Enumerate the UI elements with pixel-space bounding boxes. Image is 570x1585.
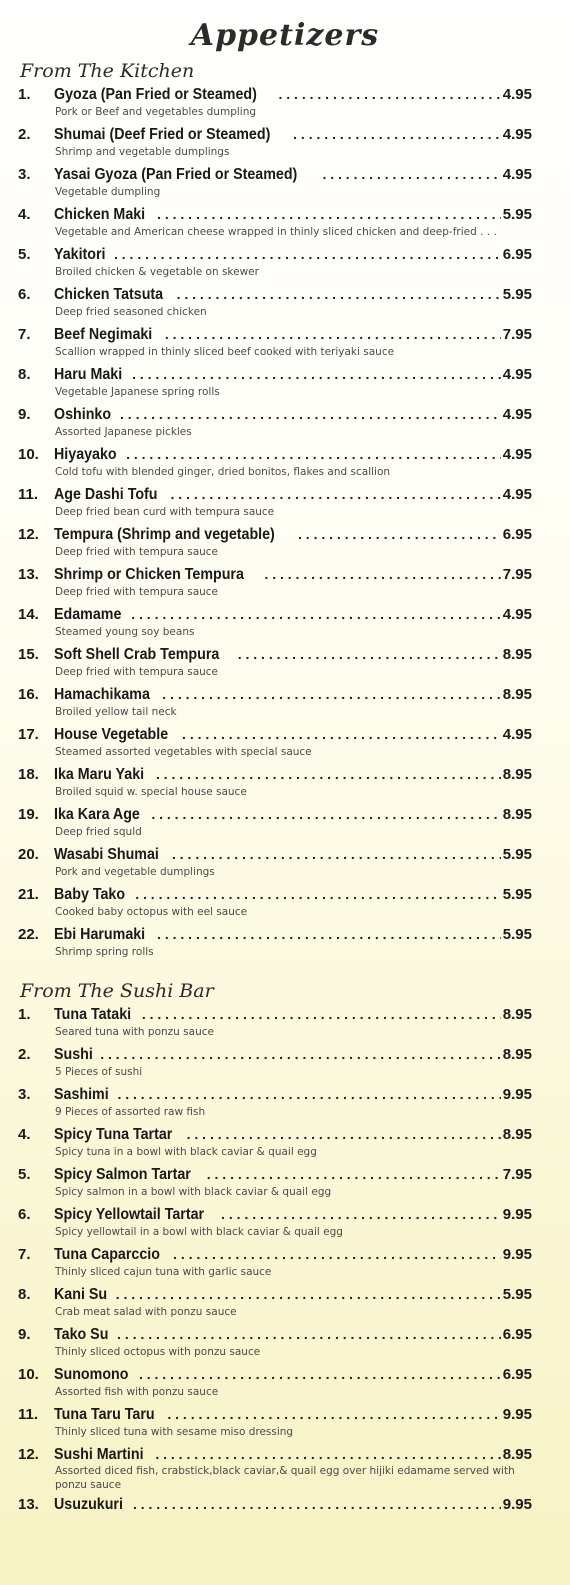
dot-leader: [171, 484, 501, 504]
item-number: 9.: [18, 406, 31, 423]
item-name: Ika Kara Age: [54, 806, 140, 823]
menu-item-row: [18, 484, 532, 504]
menu-item-row: [18, 324, 532, 344]
item-name: Ika Maru Yaki: [54, 766, 145, 783]
dot-leader: [116, 1284, 501, 1304]
item-description: 9 Pieces of assorted raw fish: [55, 1106, 206, 1118]
item-price: 4.95: [502, 446, 532, 463]
item-description: Thinly sliced octopus with ponzu sauce: [55, 1346, 261, 1358]
dot-leader: [165, 324, 501, 344]
section-heading: From The Kitchen: [20, 60, 195, 82]
item-description: Deep fried squld: [55, 826, 142, 838]
menu-item: [18, 1004, 532, 1044]
menu-item: [18, 564, 532, 604]
dot-leader: [114, 244, 501, 264]
item-price: 8.95: [502, 1446, 532, 1463]
dot-leader: [264, 564, 500, 584]
menu-item-row: [18, 1494, 532, 1514]
item-description: Pork and vegetable dumplings: [55, 866, 215, 878]
item-number: 4.: [18, 206, 31, 223]
dot-leader: [238, 644, 501, 664]
item-number: 21.: [18, 886, 39, 903]
item-number: 16.: [18, 686, 39, 703]
item-price: 7.95: [502, 566, 532, 583]
item-number: 1.: [18, 86, 31, 103]
menu-item: [18, 84, 532, 124]
item-name: Tuna Tataki: [54, 1006, 132, 1023]
item-description: 5 Pieces of sushi: [55, 1066, 143, 1078]
menu-item: [18, 844, 532, 884]
item-number: 4.: [18, 1126, 31, 1143]
menu-item-row: [18, 404, 532, 424]
menu-sections: [0, 58, 570, 1514]
item-price: 8.95: [502, 806, 532, 823]
item-number: 19.: [18, 806, 39, 823]
item-description: Shrimp and vegetable dumplings: [55, 146, 230, 158]
dot-leader: [221, 1204, 501, 1224]
menu-item-row: [18, 884, 532, 904]
item-number: 2.: [18, 1046, 31, 1063]
item-description: Thinly sliced cajun tuna with garlic sauce: [55, 1266, 272, 1278]
item-description: Deep fried bean curd with tempura sauce: [55, 506, 275, 518]
item-description: Thinly sliced tuna with sesame miso dressing: [55, 1426, 294, 1438]
menu-item: [18, 1494, 532, 1514]
menu-item: [18, 1284, 532, 1324]
item-number: 9.: [18, 1326, 31, 1343]
dot-leader: [298, 524, 501, 544]
item-description: Deep fried with tempura sauce: [55, 586, 219, 598]
item-number: 10.: [18, 446, 39, 463]
dot-leader: [187, 1124, 501, 1144]
menu-item-row: [18, 244, 532, 264]
item-description: Broiled yellow tail neck: [55, 706, 177, 718]
menu-item: [18, 804, 532, 844]
menu-item-row: [18, 1124, 532, 1144]
menu-item: [18, 1164, 532, 1204]
item-number: 6.: [18, 1206, 31, 1223]
menu-item-row: [18, 524, 532, 544]
menu-item: [18, 884, 532, 924]
item-price: 8.95: [502, 1046, 532, 1063]
menu-item: [18, 724, 532, 764]
dot-leader: [173, 1244, 501, 1264]
item-description: Deep fried with tempura sauce: [55, 666, 219, 678]
item-number: 2.: [18, 126, 31, 143]
menu-item: [18, 204, 532, 244]
item-price: 4.95: [502, 166, 532, 183]
dot-leader: [157, 204, 501, 224]
item-price: 9.95: [502, 1206, 532, 1223]
item-price: 5.95: [502, 1286, 532, 1303]
dot-leader: [117, 1324, 501, 1344]
item-name: Shumai (Deef Fried or Steamed): [54, 126, 271, 143]
item-number: 6.: [18, 286, 31, 303]
dot-leader: [131, 604, 501, 624]
item-description: Deep fried seasoned chicken: [55, 306, 207, 318]
dot-leader: [100, 1044, 501, 1064]
menu-item: [18, 1444, 532, 1494]
item-number: 7.: [18, 326, 31, 343]
dot-leader: [177, 284, 501, 304]
menu-item: [18, 164, 532, 204]
item-price: 6.95: [502, 1366, 532, 1383]
item-price: 8.95: [502, 686, 532, 703]
item-price: 5.95: [502, 286, 532, 303]
item-number: 14.: [18, 606, 39, 623]
menu-item: [18, 124, 532, 164]
item-price: 4.95: [502, 126, 532, 143]
item-price: 9.95: [502, 1086, 532, 1103]
item-description: Pork or Beef and vegetables dumpling: [55, 106, 257, 118]
dot-leader: [162, 684, 501, 704]
item-name: Tempura (Shrimp and vegetable): [54, 526, 275, 543]
dot-leader: [156, 764, 501, 784]
item-name: Spicy Salmon Tartar: [54, 1166, 191, 1183]
item-number: 3.: [18, 1086, 31, 1103]
item-price: 9.95: [502, 1246, 532, 1263]
item-price: 5.95: [502, 926, 532, 943]
dot-leader: [167, 1404, 500, 1424]
menu-item: [18, 1404, 532, 1444]
item-price: 9.95: [502, 1406, 532, 1423]
dot-leader: [139, 1364, 501, 1384]
item-description: Spicy salmon in a bowl with black caviar & quail egg: [55, 1186, 332, 1198]
item-name: Sushi: [54, 1046, 93, 1063]
dot-leader: [117, 1084, 500, 1104]
menu-item: [18, 444, 532, 484]
item-name: Spicy Tuna Tartar: [54, 1126, 173, 1143]
item-name: Gyoza (Pan Fried or Steamed): [54, 86, 257, 103]
menu-item: [18, 1244, 532, 1284]
menu-item-row: [18, 84, 532, 104]
item-name: Hiyayako: [54, 446, 117, 463]
item-number: 8.: [18, 1286, 31, 1303]
item-price: 8.95: [502, 766, 532, 783]
item-name: Sunomono: [54, 1366, 129, 1383]
item-price: 4.95: [502, 606, 532, 623]
dot-leader: [157, 924, 501, 944]
item-name: Tako Su: [54, 1326, 109, 1343]
item-name: Haru Maki: [54, 366, 123, 383]
menu-list: [0, 1004, 570, 1514]
item-number: 15.: [18, 646, 39, 663]
item-description: Scallion wrapped in thinly sliced beef cooked with teriyaki sauce: [55, 346, 395, 358]
item-price: 7.95: [502, 326, 532, 343]
item-number: 1.: [18, 1006, 31, 1023]
menu-item-row: [18, 844, 532, 864]
item-description: Assorted diced fish, crabstick,black caviar,& quail egg over hijiki edamame served with ponzu sauce: [55, 1465, 515, 1491]
menu-item-row: [18, 1284, 532, 1304]
item-name: Beef Negimaki: [54, 326, 153, 343]
item-name: Sashimi: [54, 1086, 109, 1103]
menu-item: [18, 1324, 532, 1364]
item-price: 8.95: [502, 1006, 532, 1023]
menu-item-row: [18, 724, 532, 744]
menu-item-row: [18, 764, 532, 784]
item-number: 17.: [18, 726, 39, 743]
menu-item: [18, 484, 532, 524]
item-number: 5.: [18, 246, 31, 263]
menu-item: [18, 644, 532, 684]
item-name: Usuzukuri: [54, 1496, 123, 1513]
menu-item: [18, 524, 532, 564]
dot-leader: [133, 1494, 501, 1514]
item-name: Edamame: [54, 606, 122, 623]
menu-item: [18, 1364, 532, 1404]
menu-item-row: [18, 1084, 532, 1104]
item-description: Cooked baby octopus with eel sauce: [55, 906, 248, 918]
menu-item-row: [18, 1364, 532, 1384]
item-name: House Vegetable: [54, 726, 169, 743]
menu-item-row: [18, 564, 532, 584]
section-gap: [0, 964, 570, 978]
item-description: Spicy yellowtail in a bowl with black caviar & quail egg: [55, 1226, 343, 1238]
item-name: Ebi Harumaki: [54, 926, 146, 943]
item-price: 5.95: [502, 886, 532, 903]
menu-item-row: [18, 284, 532, 304]
dot-leader: [151, 804, 500, 824]
item-number: 13.: [18, 1496, 39, 1513]
item-number: 12.: [18, 526, 39, 543]
item-description: Deep fried with tempura sauce: [55, 546, 219, 558]
menu-item-row: [18, 1164, 532, 1184]
menu-item: [18, 284, 532, 324]
menu-item-row: [18, 924, 532, 944]
item-price: 4.95: [502, 726, 532, 743]
section-heading: From The Sushi Bar: [20, 980, 214, 1002]
item-description: Steamed assorted vegetables with special sauce: [55, 746, 312, 758]
item-description: Broiled chicken & vegetable on skewer: [55, 266, 259, 278]
item-number: 11.: [18, 1406, 39, 1423]
item-number: 22.: [18, 926, 39, 943]
item-price: 6.95: [502, 526, 532, 543]
item-price: 5.95: [502, 206, 532, 223]
item-name: Soft Shell Crab Tempura: [54, 646, 220, 663]
dot-leader: [142, 1004, 501, 1024]
item-name: Chicken Maki: [54, 206, 146, 223]
item-price: 8.95: [502, 646, 532, 663]
dot-leader: [182, 724, 501, 744]
item-description: Assorted Japanese pickles: [55, 426, 192, 438]
menu-item: [18, 324, 532, 364]
menu-item-row: [18, 444, 532, 464]
dot-leader: [126, 444, 501, 464]
item-number: 5.: [18, 1166, 31, 1183]
item-number: 10.: [18, 1366, 39, 1383]
item-price: 6.95: [502, 246, 532, 263]
item-name: Oshinko: [54, 406, 112, 423]
menu-item-row: [18, 1004, 532, 1024]
menu-item-row: [18, 1244, 532, 1264]
dot-leader: [155, 1444, 500, 1464]
menu-item-row: [18, 1404, 532, 1424]
item-description: Vegetable Japanese spring rolls: [55, 386, 220, 398]
page-title: Appetizers: [190, 18, 380, 53]
menu-item-row: [18, 164, 532, 184]
item-name: Tuna Taru Taru: [54, 1406, 155, 1423]
item-price: 4.95: [502, 486, 532, 503]
item-description: Seared tuna with ponzu sauce: [55, 1026, 214, 1038]
item-number: 12.: [18, 1446, 39, 1463]
item-number: 3.: [18, 166, 31, 183]
menu-item-row: [18, 124, 532, 144]
item-name: Kani Su: [54, 1286, 108, 1303]
item-name: Chicken Tatsuta: [54, 286, 164, 303]
menu-item: [18, 1124, 532, 1164]
item-name: Age Dashi Tofu: [54, 486, 158, 503]
item-description: Crab meat salad with ponzu sauce: [55, 1306, 237, 1318]
item-price: 6.95: [502, 1326, 532, 1343]
item-number: 20.: [18, 846, 39, 863]
item-number: 13.: [18, 566, 39, 583]
item-name: Shrimp or Chicken Tempura: [54, 566, 244, 583]
item-price: 8.95: [502, 1126, 532, 1143]
menu-item-row: [18, 1324, 532, 1344]
item-name: Sushi Martini: [54, 1446, 144, 1463]
menu-item: [18, 364, 532, 404]
menu-item-row: [18, 1444, 532, 1464]
dot-leader: [132, 364, 501, 384]
menu-item-row: [18, 644, 532, 664]
item-price: 4.95: [502, 406, 532, 423]
menu-list: [0, 84, 570, 964]
menu-item: [18, 604, 532, 644]
menu-item-row: [18, 204, 532, 224]
dot-leader: [120, 404, 501, 424]
item-price: 7.95: [502, 1166, 532, 1183]
item-description: Vegetable dumpling: [55, 186, 161, 198]
dot-leader: [279, 84, 501, 104]
menu-item: [18, 1084, 532, 1124]
item-description: Broiled squid w. special house sauce: [55, 786, 247, 798]
dot-leader: [322, 164, 500, 184]
item-number: 11.: [18, 486, 39, 503]
item-price: 4.95: [502, 86, 532, 103]
item-name: Baby Tako: [54, 886, 126, 903]
item-name: Yasai Gyoza (Pan Fried or Steamed): [54, 166, 298, 183]
item-description: Vegetable and American cheese wrapped in thinly sliced chicken and deep-fried . . .: [55, 226, 497, 238]
item-description: Spicy tuna in a bowl with black caviar & quail egg: [55, 1146, 317, 1158]
menu-item-row: [18, 1044, 532, 1064]
menu-item: [18, 1204, 532, 1244]
item-description: Steamed young soy beans: [55, 626, 195, 638]
menu-item: [18, 404, 532, 444]
dot-leader: [135, 884, 501, 904]
item-number: 8.: [18, 366, 31, 383]
item-name: Wasabi Shumai: [54, 846, 159, 863]
item-name: Tuna Caparccio: [54, 1246, 160, 1263]
menu-item-row: [18, 1204, 532, 1224]
item-number: 7.: [18, 1246, 31, 1263]
menu-item: [18, 764, 532, 804]
menu-item: [18, 684, 532, 724]
item-description: Cold tofu with blended ginger, dried bonitos, flakes and scallion: [55, 466, 391, 478]
menu-item-row: [18, 804, 532, 824]
item-description: Assorted fish with ponzu sauce: [55, 1386, 219, 1398]
menu-item: [18, 924, 532, 964]
item-name: Spicy Yellowtail Tartar: [54, 1206, 205, 1223]
menu-item: [18, 244, 532, 284]
item-number: 18.: [18, 766, 39, 783]
item-description: Shrimp spring rolls: [55, 946, 154, 958]
item-price: 5.95: [502, 846, 532, 863]
menu-item-row: [18, 604, 532, 624]
dot-leader: [207, 1164, 501, 1184]
menu-item-row: [18, 684, 532, 704]
dot-leader: [293, 124, 501, 144]
item-name: Yakitori: [54, 246, 106, 263]
menu-item: [18, 1044, 532, 1084]
menu-item-row: [18, 364, 532, 384]
item-price: 4.95: [502, 366, 532, 383]
dot-leader: [172, 844, 501, 864]
item-price: 9.95: [502, 1496, 532, 1513]
item-name: Hamachikama: [54, 686, 150, 703]
